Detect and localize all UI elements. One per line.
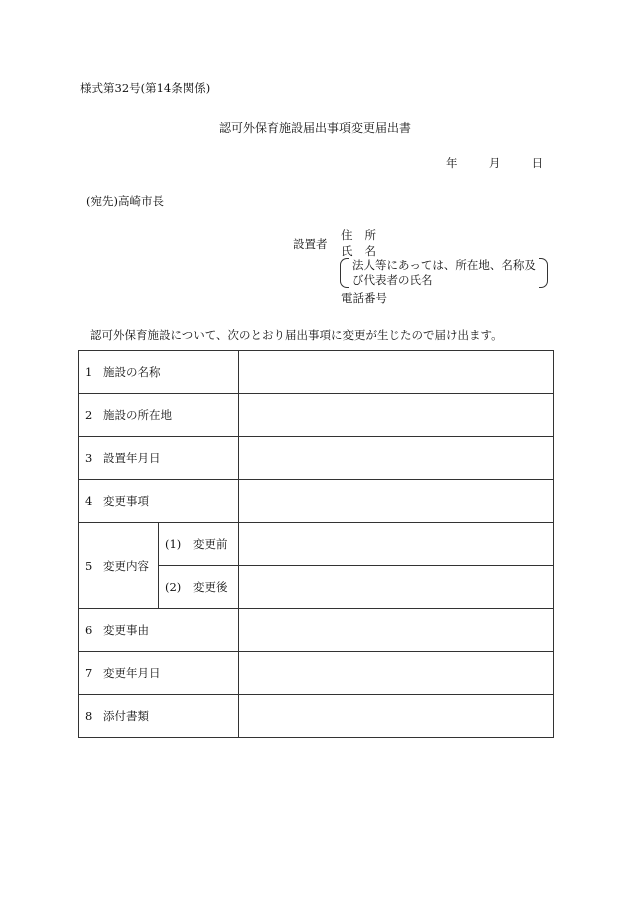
sub-row-number: (2): [165, 580, 182, 594]
change-items-field[interactable]: [239, 480, 554, 523]
row-number: 5: [85, 558, 93, 573]
row-label-text: 施設の所在地: [103, 408, 172, 422]
table-row: [79, 609, 554, 652]
row-label-text: 施設の名称: [103, 365, 161, 379]
row-label: [79, 523, 159, 609]
form-number: 様式第32号(第14条関係): [80, 81, 211, 95]
right-bracket: [539, 258, 548, 288]
date-line: [446, 155, 543, 171]
row-label: [79, 609, 239, 652]
sub-row-label: [159, 523, 239, 566]
facility-address-field[interactable]: [239, 394, 554, 437]
row-label-text: 変更内容: [103, 558, 149, 573]
table-row: [79, 437, 554, 480]
founder-label: 設置者: [293, 237, 328, 251]
before-change-field[interactable]: [239, 523, 554, 566]
date-year-label: 年: [446, 156, 458, 170]
left-bracket: [340, 258, 349, 288]
table-row: [79, 523, 554, 566]
intro-text: 認可外保育施設について、次のとおり届出事項に変更が生じたので届け出ます。: [90, 328, 503, 342]
sub-row-number: (1): [165, 537, 182, 551]
row-number: 7: [85, 666, 93, 680]
row-label: [79, 437, 239, 480]
phone-label: 電話番号: [341, 291, 387, 305]
row-label-text: 添付書類: [103, 709, 149, 723]
sub-row-label-text: 変更前: [193, 537, 228, 551]
row-label-text: 変更年月日: [103, 666, 161, 680]
row-number: 3: [85, 451, 93, 465]
table-row: [79, 351, 554, 394]
sub-row-label: [159, 566, 239, 609]
row-label: [79, 652, 239, 695]
change-reason-field[interactable]: [239, 609, 554, 652]
date-month-label: 月: [488, 156, 501, 170]
row-number: 2: [85, 408, 93, 422]
corporation-note-text: 法人等にあっては、所在地、名称及び代表者の氏名: [352, 258, 536, 287]
row-label-text: 変更事由: [103, 623, 149, 637]
row-label: [79, 394, 239, 437]
document-title: 認可外保育施設届出事項変更届出書: [218, 121, 411, 135]
change-date-field[interactable]: [239, 652, 554, 695]
sub-row-label-text: 変更後: [193, 580, 228, 594]
row-number: 8: [85, 709, 93, 723]
row-number: 1: [85, 365, 93, 379]
table-row: [79, 394, 554, 437]
row-label: [79, 351, 239, 394]
name-label: 氏名: [341, 244, 388, 258]
row-label: [79, 480, 239, 523]
items-table: [78, 350, 554, 738]
row-number: 6: [85, 623, 93, 637]
facility-name-field[interactable]: [239, 351, 554, 394]
attachments-field[interactable]: [239, 695, 554, 738]
after-change-field[interactable]: [239, 566, 554, 609]
row-label-text: 変更事項: [103, 494, 149, 508]
corporation-note: [340, 258, 550, 288]
address-label: 住所: [341, 228, 388, 242]
establishment-date-field[interactable]: [239, 437, 554, 480]
table-row: [79, 652, 554, 695]
date-day-label: 日: [531, 156, 544, 170]
row-number: 4: [85, 494, 93, 508]
addressee: (宛先)高崎市長: [86, 194, 164, 208]
row-label: [79, 695, 239, 738]
row-label-text: 設置年月日: [103, 451, 161, 465]
table-row: [79, 695, 554, 738]
table-row: [79, 480, 554, 523]
